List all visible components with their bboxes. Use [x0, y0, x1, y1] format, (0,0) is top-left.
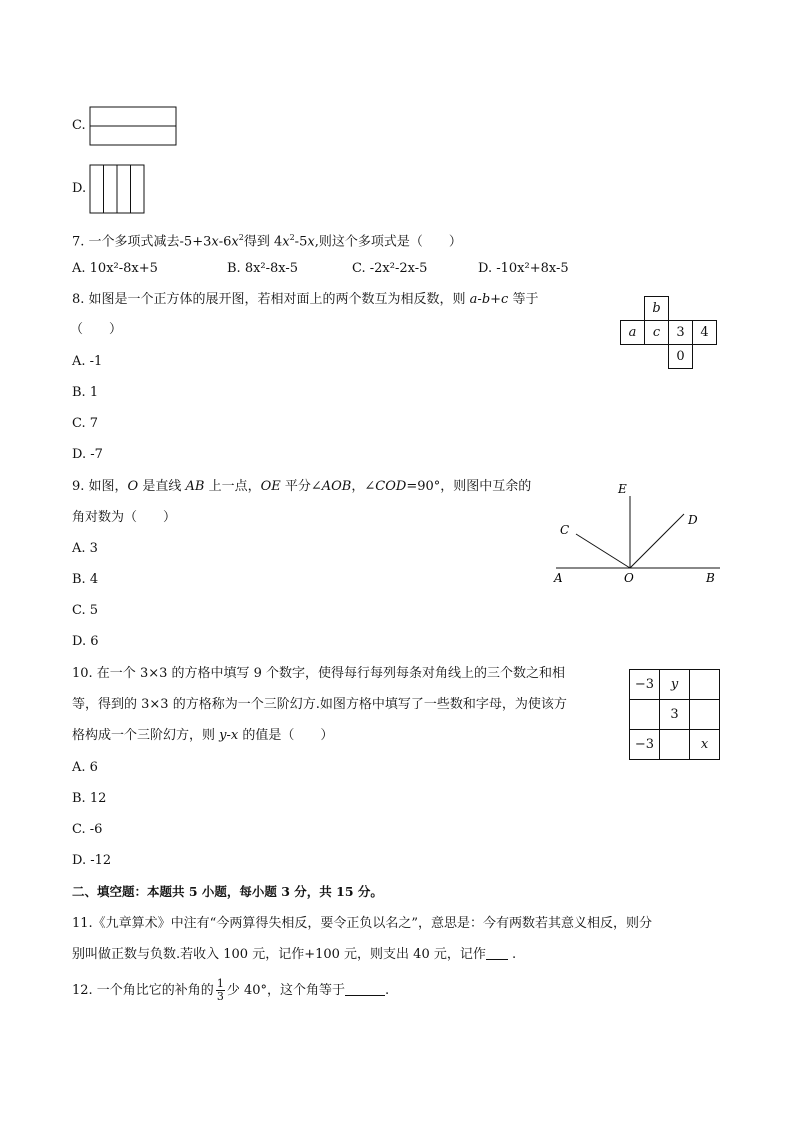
net-cell-4: 4	[692, 320, 717, 345]
question-9: 9. 如图，O 是直线 AB 上一点，OE 平分∠AOB，∠COD=90°，则图中互余的	[72, 479, 532, 494]
q9-option-b: B. 4	[72, 572, 99, 587]
question-10-line3: 格构成一个三阶幻方，则 y-x 的值是（ ）	[72, 728, 334, 743]
question-8: 8. 如图是一个正方体的展开图，若相对面上的两个数互为相反数，则 a-b+c 等于	[72, 292, 539, 307]
q8-option-b: B. 1	[72, 385, 99, 400]
grid-cell-2-1	[659, 729, 690, 760]
q8-option-a: A. -1	[72, 354, 103, 369]
net-cell-0: 0	[668, 344, 693, 369]
question-12: 12. 一个角比它的补角的 $\frac{1}{3}$ 少 40°，这个角等于 .	[72, 977, 390, 1003]
net-cell-3: 3	[668, 320, 693, 345]
q7-option-d: D. -10x²+8x-5	[478, 261, 569, 276]
answer-blank-12[interactable]	[345, 981, 385, 996]
label-O: O	[624, 571, 634, 585]
grid-cell-1-2	[689, 699, 720, 730]
grid-cell-0-2	[689, 669, 720, 700]
q7-option-b: B. 8x²-8x-5	[227, 261, 299, 276]
q10-option-a: A. 6	[72, 760, 98, 775]
option-c-figure	[89, 106, 177, 146]
net-cell-b: b	[644, 296, 669, 321]
q7-option-c: C. -2x²-2x-5	[352, 261, 428, 276]
label-D: D	[688, 513, 698, 527]
q8-option-c: C. 7	[72, 416, 99, 431]
question-7: 7. 一个多项式减去$-5+3x-6x^2$得到 $4x^2-5x$,则这个多项式是（ ）	[72, 233, 462, 250]
question-10-line2: 等，得到的 3×3 的方格称为一个三阶幻方.如图方格中填写了一些数和字母，为使该方	[72, 697, 567, 712]
grid-cell-1-0	[629, 699, 660, 730]
q8-option-d: D. -7	[72, 447, 103, 462]
option-c-label: C.	[72, 118, 86, 133]
angle-figure	[548, 478, 724, 586]
net-cell-a: a	[620, 320, 645, 345]
grid-cell-2-0: −3	[629, 729, 660, 760]
q9-option-d: D. 6	[72, 634, 99, 649]
question-10-line1: 10. 在一个 3×3 的方格中填写 9 个数字，使得每行每列每条对角线上的三个数之和相	[72, 666, 566, 681]
q7-option-a: A. 10x²-8x+5	[72, 261, 158, 276]
answer-blank-11[interactable]	[486, 945, 508, 960]
section-2-title: 二、填空题：本题共 5 小题，每小题 3 分，共 15 分。	[72, 884, 383, 899]
label-C: C	[560, 523, 570, 537]
question-11-line1: 11.《九章算术》中注有“今两算得失相反，要令正负以名之”，意思是：今有两数若其意义相反，则分	[72, 916, 652, 931]
q10-option-d: D. -12	[72, 853, 112, 868]
grid-cell-2-2: x	[689, 729, 720, 760]
label-B: B	[706, 571, 715, 585]
label-E: E	[618, 482, 627, 496]
question-11-line2: 别叫做正数与负数.若收入 100 元，记作+100 元，则支出 40 元，记作 .	[72, 947, 517, 962]
grid-cell-0-1: y	[659, 669, 690, 700]
q10-option-c: C. -6	[72, 822, 103, 837]
question-9-line2: 角对数为（ ）	[72, 510, 177, 525]
fraction-one-third: $\frac{1}{3}$	[216, 977, 224, 1003]
net-cell-c: c	[644, 320, 669, 345]
question-8-paren: （ ）	[70, 322, 123, 337]
grid-cell-0-0: −3	[629, 669, 660, 700]
option-d-figure	[89, 164, 145, 214]
label-A: A	[554, 571, 563, 585]
q9-option-a: A. 3	[72, 541, 98, 556]
option-d-label: D.	[72, 181, 87, 196]
q9-option-c: C. 5	[72, 603, 99, 618]
q10-option-b: B. 12	[72, 791, 107, 806]
grid-cell-1-1: 3	[659, 699, 690, 730]
